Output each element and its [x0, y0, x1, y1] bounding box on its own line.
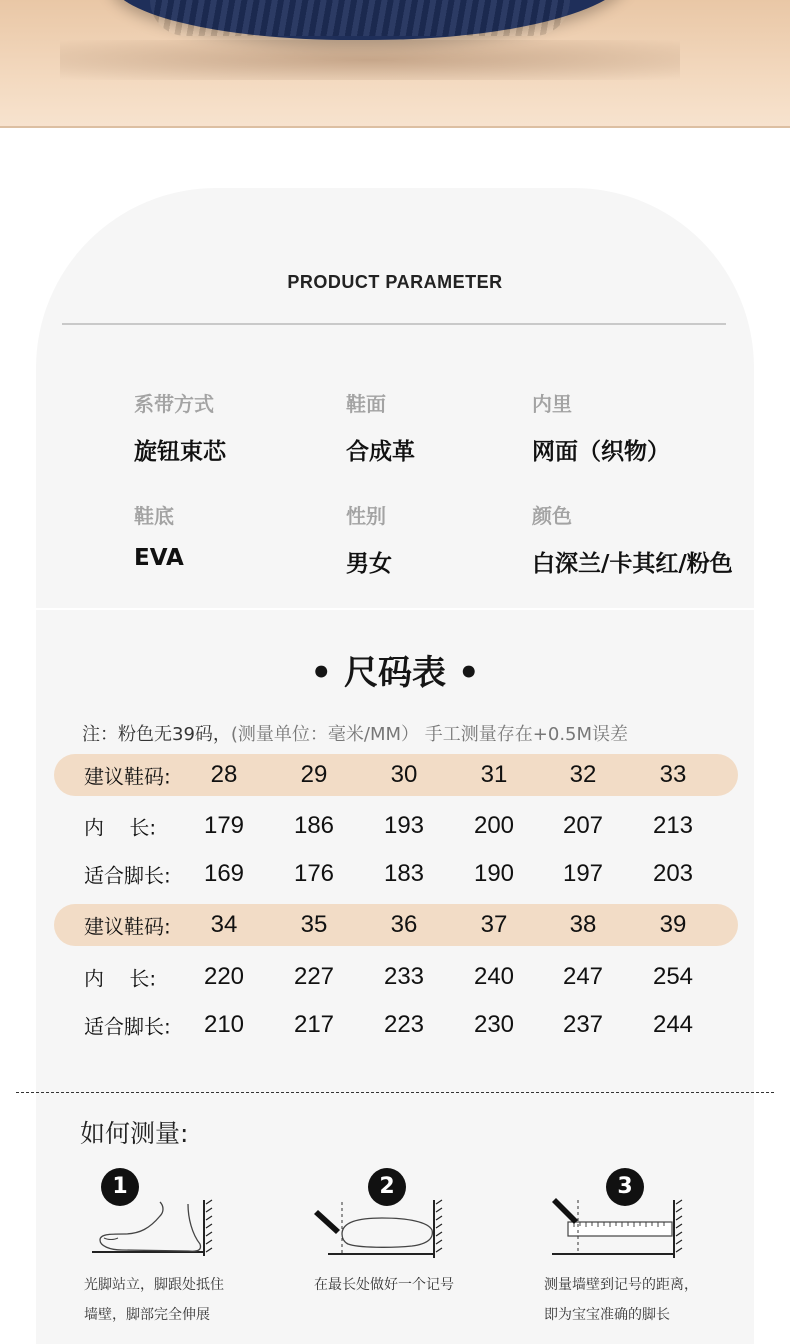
size-cell: 213 [652, 812, 694, 839]
size-cell: 179 [203, 812, 245, 839]
size-row-label: 适合脚长: [84, 863, 171, 888]
size-cell: 36 [390, 911, 418, 938]
size-cell: 237 [562, 1011, 604, 1038]
size-row-band [54, 754, 738, 796]
param-color [532, 500, 733, 578]
size-cell: 37 [480, 911, 508, 938]
param-label: 鞋底 [134, 504, 174, 528]
step-number-badge: 1 [101, 1168, 139, 1206]
shoe-ridges [150, 0, 570, 36]
size-cell: 35 [300, 911, 328, 938]
param-value: 网面（织物） [532, 439, 670, 465]
parameter-divider [62, 323, 726, 325]
param-label: 内里 [532, 392, 572, 416]
size-cell: 32 [569, 761, 597, 788]
how-to-measure-title: 如何测量: [80, 1119, 189, 1148]
size-cell: 223 [383, 1011, 425, 1038]
measure-step-1 [80, 1166, 310, 1336]
size-cell: 169 [203, 860, 245, 887]
size-row [54, 805, 738, 847]
step-caption-line1: 在最长处做好一个记号 [314, 1277, 454, 1293]
note-pink-missing: 注：粉色无39码， [82, 724, 231, 745]
size-cell: 30 [390, 761, 418, 788]
size-row-label: 适合脚长: [84, 1014, 171, 1039]
note-unit: (测量单位：毫米/MM） [230, 724, 420, 745]
measure-step-2 [312, 1166, 542, 1306]
param-value: 旋钮束芯 [134, 439, 226, 465]
size-row-band [54, 904, 738, 946]
size-row [54, 1004, 738, 1046]
size-chart-title: • 尺码表 • [310, 653, 480, 693]
step-caption-line1: 测量墙壁到记号的距离， [544, 1277, 698, 1293]
ruler-measure-icon [552, 1196, 688, 1262]
dashed-divider [16, 1092, 774, 1093]
size-row-label: 建议鞋码: [84, 764, 171, 789]
param-value: EVA [134, 545, 184, 571]
shoe-shadow [60, 40, 680, 80]
size-row-label: 建议鞋码: [84, 914, 171, 939]
param-upper [346, 388, 415, 466]
size-cell: 217 [293, 1011, 335, 1038]
foot-against-wall-icon [88, 1194, 224, 1260]
pen-marking-icon [312, 1196, 448, 1262]
size-cell: 200 [473, 812, 515, 839]
size-row [54, 853, 738, 895]
param-label: 系带方式 [134, 392, 214, 416]
size-cell: 230 [473, 1011, 515, 1038]
size-cell: 176 [293, 860, 335, 887]
param-value: 男女 [346, 551, 392, 577]
size-cell: 193 [383, 812, 425, 839]
size-cell: 34 [210, 911, 238, 938]
step-number-badge: 2 [368, 1168, 406, 1206]
size-cell: 183 [383, 860, 425, 887]
size-cell: 38 [569, 911, 597, 938]
size-cell: 220 [203, 963, 245, 990]
step-number-badge: 3 [606, 1168, 644, 1206]
parameter-title: PRODUCT PARAMETER [287, 272, 503, 292]
size-cell: 203 [652, 860, 694, 887]
param-sole [134, 500, 184, 571]
floor-line [0, 126, 790, 128]
size-cell: 227 [293, 963, 335, 990]
step-caption-line2: 即为宝宝准确的脚长 [544, 1307, 670, 1323]
size-cell: 197 [562, 860, 604, 887]
size-row-label: 内 长: [84, 966, 157, 991]
size-cell: 31 [480, 761, 508, 788]
size-cell: 207 [562, 812, 604, 839]
size-cell: 240 [473, 963, 515, 990]
size-cell: 254 [652, 963, 694, 990]
size-cell: 233 [383, 963, 425, 990]
size-chart-note [82, 720, 628, 746]
size-cell: 39 [659, 911, 687, 938]
step-caption-line2: 墙壁，脚部完全伸展 [84, 1307, 210, 1323]
size-row [54, 956, 738, 998]
size-cell: 210 [203, 1011, 245, 1038]
param-label: 颜色 [532, 504, 572, 528]
param-gender [346, 500, 392, 578]
note-error: 手工测量存在+0.5M误差 [419, 724, 629, 745]
param-lining [532, 388, 670, 466]
measure-step-3 [542, 1166, 772, 1336]
param-lacing [134, 388, 226, 466]
size-cell: 29 [300, 761, 328, 788]
size-cell: 247 [562, 963, 604, 990]
size-cell: 33 [659, 761, 687, 788]
product-photo-strip [0, 0, 790, 128]
param-value: 白深兰/卡其红/粉色 [532, 551, 733, 577]
size-row-label: 内 长: [84, 815, 157, 840]
size-cell: 244 [652, 1011, 694, 1038]
size-cell: 28 [210, 761, 238, 788]
step-caption-line1: 光脚站立，脚跟处抵住 [84, 1277, 224, 1293]
param-label: 鞋面 [346, 392, 386, 416]
param-label: 性别 [346, 504, 386, 528]
param-value: 合成革 [346, 439, 415, 465]
size-cell: 190 [473, 860, 515, 887]
size-cell: 186 [293, 812, 335, 839]
